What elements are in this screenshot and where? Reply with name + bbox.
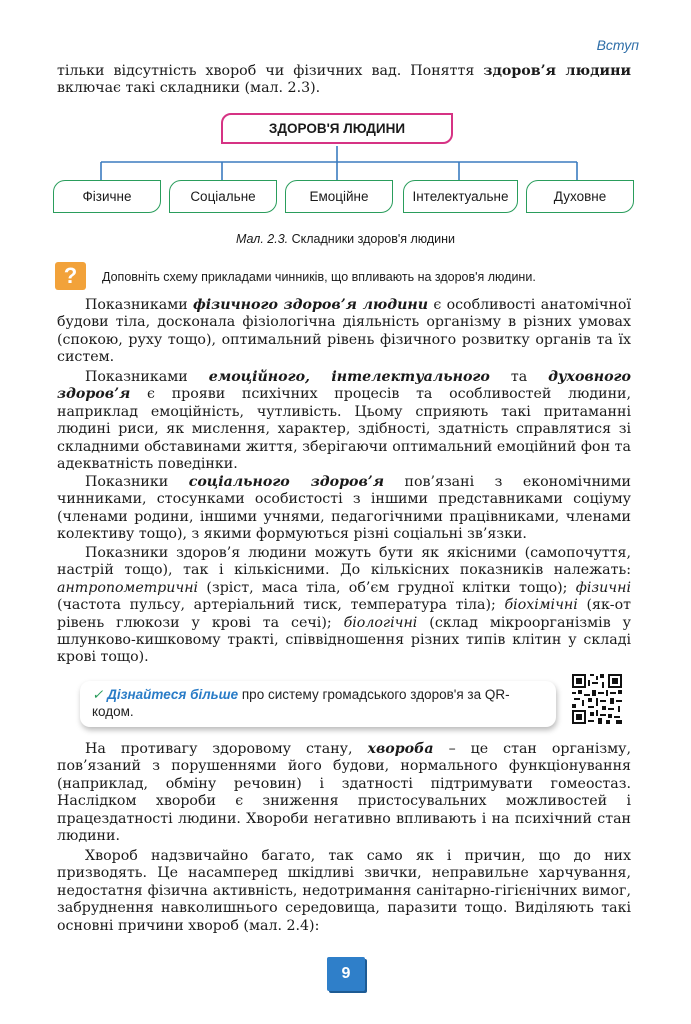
paragraph-physical-health: Показниками фізичного здоров’я людини є особливості анатомічної будови тіла, досконала фізіологічна діяльність організму в різних умовах (спокою, руху тощо), оптимальний рівень фізичного розвитку органів та їх систем. bbox=[57, 297, 631, 366]
learn-more-box: ✓ Дізнайтеся більше про систему громадського здоров'я за QR-кодом. bbox=[80, 681, 556, 727]
term-health: здоров’я людини bbox=[483, 63, 631, 79]
qr-code-icon[interactable] bbox=[572, 674, 622, 724]
task-text: Доповніть схему прикладами чинників, що впливають на здоров'я людини. bbox=[102, 270, 536, 284]
paragraph-disease-causes: Хвороб надзвичайно багато, так само як і причин, що до них призводять. Це насамперед шкідливі звички, неправильне харчування, недостатня фізична активність, недотримання санітарно-гігієнічних вимог, забруднення навколишнього середовища, паразити тощо. Виділяють такі основні причини хвороб (мал. 2.4): bbox=[57, 848, 631, 934]
page-number: 9 bbox=[327, 957, 365, 991]
diagram-box-social: Соціальне bbox=[169, 180, 277, 213]
checkmark-icon: ✓ bbox=[92, 687, 104, 702]
paragraph-health-indicators: Показники здоров’я людини можуть бути як якісними (самопочуття, настрій тощо), так і кількісними. До кількісних показників належать: антропометричні (зріст, маса тіла, об’єм грудної клітки тощо); фізичні (частота пульсу, артеріальний тиск, температура тіла); біохімічні (як-от рівень глюкози у крові та сечі); біологічні (склад мікроорганізмів у шлунково-кишковому тракті, співвідношення різних типів клітин у складі крові тощо). bbox=[57, 545, 632, 666]
diagram-box-physical: Фізичне bbox=[53, 180, 161, 213]
diagram-box-intellectual: Інтелектуальне bbox=[403, 180, 518, 213]
figure-caption: Мал. 2.3. Складники здоров'я людини bbox=[235, 232, 456, 246]
diagram-box-emotional: Емоційне bbox=[285, 180, 393, 213]
question-icon: ? bbox=[55, 262, 86, 290]
section-header: Вступ bbox=[596, 37, 639, 53]
paragraph-emotional-health: Показниками емоційного, інтелектуального та духовного здоров’я є прояви психічних процесів та особливостей людини, наприклад емоційність, чутливість. Цьому сприяють такі притаманні людині риси, як мислення, характер, здібності, здатність справлятися зі складними обставинами життя, зберігаючи оптимальний емоційний фон та адекватність поведінки. bbox=[57, 369, 631, 473]
intro-paragraph: тільки відсутність хвороб чи фізичних вад. Поняття здоров’я людини включає такі складники (мал. 2.3). bbox=[57, 63, 631, 97]
diagram-root-box: ЗДОРОВ'Я ЛЮДИНИ bbox=[221, 113, 453, 144]
diagram-box-spiritual: Духовне bbox=[526, 180, 634, 213]
paragraph-social-health: Показники соціального здоров’я пов’язані з економічними чинниками, стосунками особистості з іншими представниками соціуму (членами родини, іншими учнями, педагогічними працівниками, членами колективу тощо), з якими формуються різні соціальні зв’язки. bbox=[57, 474, 632, 543]
paragraph-disease-definition: На противагу здоровому стану, хвороба – це стан організму, пов’язаний з порушеннями його будови, нормального функціонування (наприклад, обміну речовин) і здатності підтримувати гомеостаз. Наслідком хвороби є зниження пристосувальних можливостей і працездатності людини. Хвороби негативно впливають і на психічний стан людини. bbox=[57, 741, 631, 845]
